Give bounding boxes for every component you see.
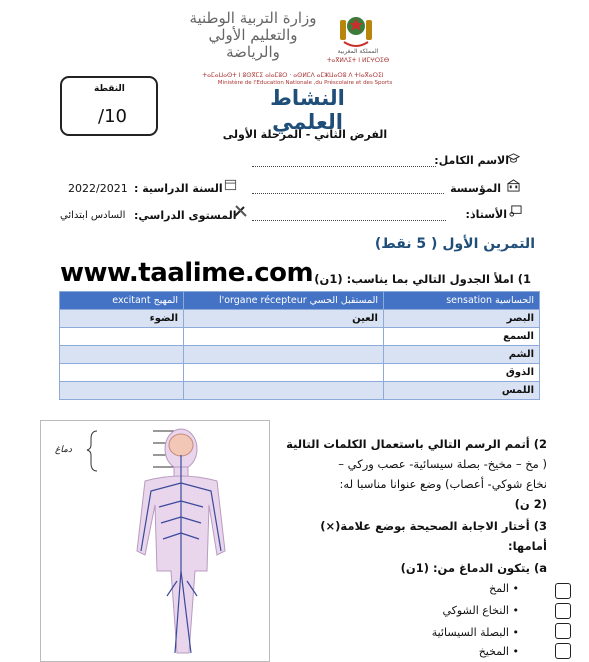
coat-of-arms-icon — [334, 12, 378, 50]
building-icon — [507, 179, 520, 192]
option-label: المخيخ — [478, 645, 509, 658]
senses-table — [59, 291, 540, 400]
figure-label-brain: دماغ — [55, 445, 72, 455]
teacher-field[interactable] — [252, 210, 446, 221]
exercise-title: التمرين الأول ( 5 نقط) — [374, 236, 535, 252]
question-3 — [285, 516, 547, 556]
table-row — [60, 382, 540, 400]
kingdom-label: المملكة المغربية — [337, 48, 379, 55]
option-label: النخاع الشوكي — [442, 604, 509, 617]
table-cell[interactable] — [60, 346, 184, 364]
answer-checkbox[interactable] — [555, 623, 571, 639]
option-item: • المخيخ — [478, 645, 519, 658]
question-2-line: (2 ن) — [514, 497, 547, 511]
table-cell: اللمس — [384, 382, 540, 400]
option-item: • المخ — [489, 582, 519, 595]
name-field[interactable] — [252, 156, 436, 167]
table-cell: السمع — [384, 328, 540, 346]
table-cell[interactable] — [60, 364, 184, 382]
table-cell: العين — [184, 310, 384, 328]
option-label: البصلة السيسائية — [431, 626, 509, 639]
human-body-illustration — [41, 421, 269, 661]
table-row — [60, 310, 540, 328]
year-label: السنة الدراسية : — [134, 182, 223, 195]
table-header-cell: المستقبل الحسي l'organe récepteur — [184, 292, 384, 310]
table-row — [60, 346, 540, 364]
question-2-line: نخاع شوكي- أعصاب) وضع عنوانا مناسبا له: — [339, 477, 547, 491]
school-label: المؤسسة — [450, 182, 501, 195]
ministry-name-arabic: وزارة التربية الوطنية والتعليم الأولي والرياضة — [189, 9, 317, 61]
table-header-cell: الحساسية sensation — [384, 292, 540, 310]
table-cell: الضوء — [60, 310, 184, 328]
exam-subtitle: الفرض الثاني - المرحلة الأولى — [222, 128, 388, 141]
table-row — [60, 364, 540, 382]
table-cell[interactable] — [184, 364, 384, 382]
option-item: • البصلة السيسائية — [431, 626, 519, 639]
watermark-url: www.taalime.com — [60, 258, 314, 288]
table-cell[interactable] — [184, 328, 384, 346]
school-field[interactable] — [252, 183, 444, 194]
grade-score: /10 — [98, 106, 127, 127]
calendar-icon — [224, 178, 237, 191]
table-cell: الشم — [384, 346, 540, 364]
nervous-system-figure — [40, 420, 270, 662]
answer-checkbox[interactable] — [555, 643, 571, 659]
grade-label: النقطة — [94, 84, 125, 94]
table-cell[interactable] — [184, 346, 384, 364]
graduation-cap-icon — [507, 152, 520, 165]
table-cell: الذوق — [384, 364, 540, 382]
table-cell[interactable] — [184, 382, 384, 400]
question-3-line: 3) أختار الاجابة الصحيحة بوضع علامة(×) — [320, 519, 547, 533]
page-title: النشاط العلمي — [270, 86, 345, 134]
option-item: • النخاع الشوكي — [442, 604, 519, 617]
question-1: 1) املأ الجدول التالي بما يناسب: (1ن) — [314, 272, 531, 286]
table-row — [60, 328, 540, 346]
table-header-row — [60, 292, 540, 310]
question-2-line: 2) أتمم الرسم التالي باستعمال الكلمات التالية — [286, 437, 547, 451]
table-header-cell: المهيج excitant — [60, 292, 184, 310]
name-label: الاسم الكامل: — [434, 154, 509, 167]
question-3-line: أمامها: — [507, 539, 547, 553]
teacher-label: الأستاذ: — [465, 208, 507, 221]
table-cell[interactable] — [60, 382, 184, 400]
question-2 — [285, 434, 547, 514]
teacher-board-icon — [509, 205, 522, 218]
ministry-tifinagh: ⵜⴰⵎⴰⵡⴰⵙⵜ ⵏ ⵓⵙⴳⵎⵉ ⴰⵏⴰⵎⵓⵔ · ⴰⵙⵍⵎⴷ ⴰⵎⵣⵡⴰⵔⵓ ⴷ ⵜⵏⴰⴳⴰⵔⵉⵏ — [202, 72, 384, 79]
level-label: المستوى الدراسي: — [134, 209, 237, 222]
answer-checkbox[interactable] — [555, 583, 571, 599]
table-cell[interactable] — [60, 328, 184, 346]
answer-checkbox[interactable] — [555, 603, 571, 619]
table-cell: البصر — [384, 310, 540, 328]
question-3a: a) يتكون الدماغ من: (1ن) — [400, 561, 547, 575]
level-value: السادس ابتدائي — [60, 210, 126, 221]
ministry-name-french: Ministère de l'Education Nationale ,du Préscolaire et des Sports — [217, 80, 393, 86]
year-value: 2022/2021 — [68, 182, 128, 195]
tools-icon — [232, 203, 248, 219]
option-label: المخ — [489, 582, 509, 595]
question-2-line: ( مخ – مخيخ- بصلة سيسائية- عصب وركي – — [338, 457, 547, 471]
kingdom-tifinagh: ⵜⴰⴳⵍⴷⵉⵜ ⵏ ⵍⵎⵖⵔⵉⴱ — [326, 57, 390, 64]
